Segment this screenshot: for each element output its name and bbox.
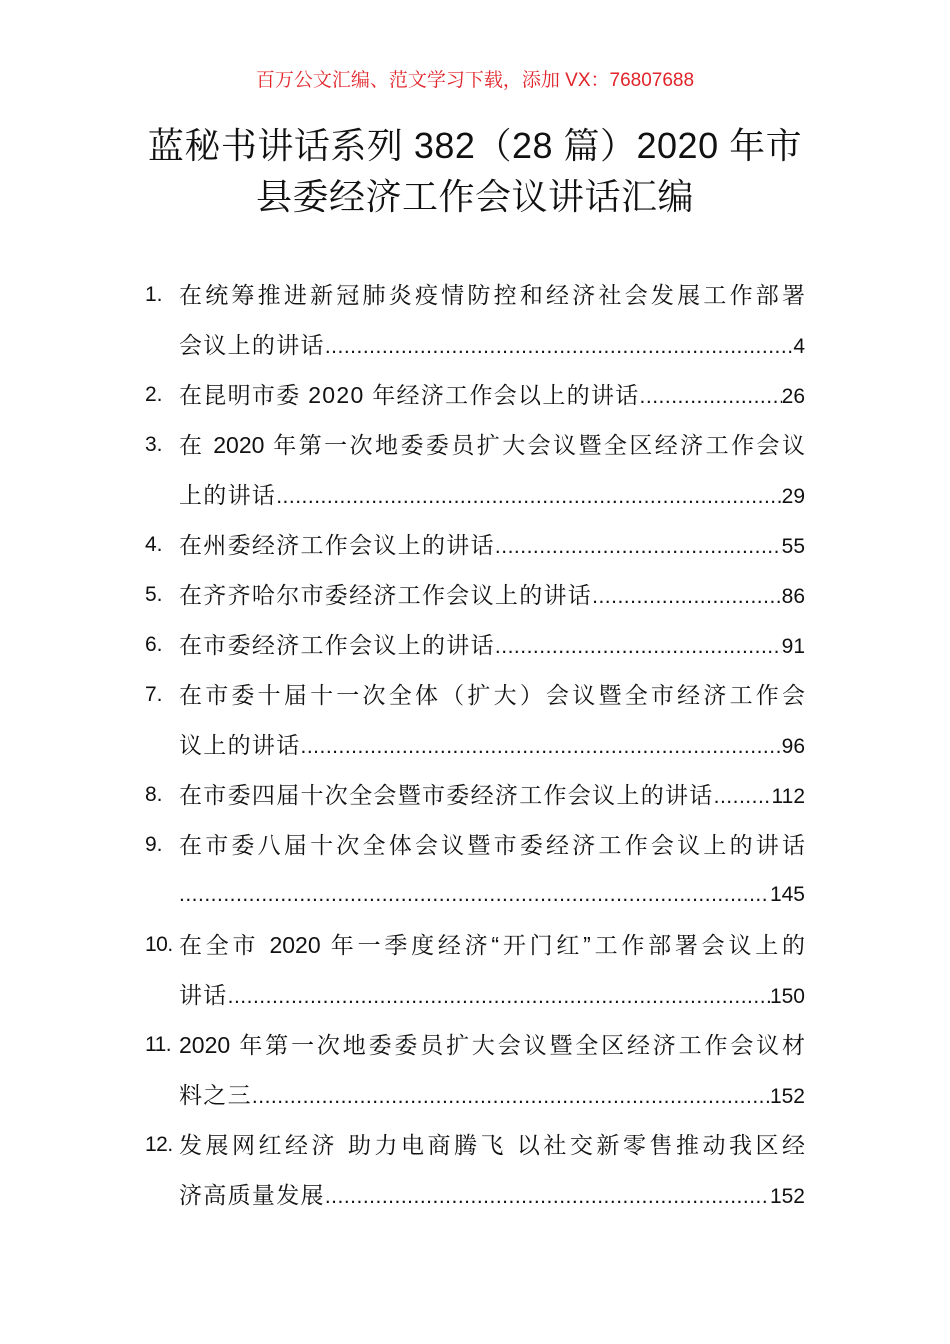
toc-entry-title-line: 料之三 xyxy=(179,1082,252,1108)
dot-leader xyxy=(179,870,770,920)
toc-entry-number: 2. xyxy=(145,383,163,406)
toc-entry-page: 29 xyxy=(781,485,805,508)
dot-leader xyxy=(640,372,782,422)
dot-leader xyxy=(301,722,782,772)
toc-entry-last-line xyxy=(179,770,805,820)
toc-entry[interactable] xyxy=(145,920,805,1020)
toc-entry-title-line: 在市委四届十次全会暨市委经济工作会议上的讲话 xyxy=(179,782,714,808)
toc-entry-last-line xyxy=(179,1070,805,1120)
toc-entry[interactable] xyxy=(145,270,805,370)
toc-entry-last-line xyxy=(179,720,805,770)
toc-entry-page: 55 xyxy=(781,535,805,558)
toc-entry-number: 12. xyxy=(145,1133,173,1156)
toc-entry-title-line: 2020 年第一次地委委员扩大会议暨全区经济工作会议材 xyxy=(179,1032,805,1058)
dot-leader xyxy=(495,622,782,672)
toc-entry[interactable] xyxy=(145,670,805,770)
toc-entry-number: 5. xyxy=(145,583,163,606)
toc-entry-last-line xyxy=(179,570,805,620)
toc-entry-last-line xyxy=(179,370,805,420)
toc-entry-last-line xyxy=(179,620,805,670)
toc-entry-title-line: 在 2020 年第一次地委委员扩大会议暨全区经济工作会议 xyxy=(179,432,805,458)
toc-entry-page: 145 xyxy=(769,883,805,906)
toc-entry[interactable] xyxy=(145,420,805,520)
toc-entry-title-line: 发展网红经济 助力电商腾飞 以社交新零售推动我区经 xyxy=(179,1132,805,1158)
toc-entry[interactable] xyxy=(145,620,805,670)
dot-leader xyxy=(228,972,770,1022)
toc-entry-title-line: 上的讲话 xyxy=(179,482,277,508)
toc-entry-title-line: 在州委经济工作会议上的讲话 xyxy=(179,532,495,558)
download-banner: 百万公文汇编、范文学习下载，添加 VX：76807688 xyxy=(255,70,695,91)
dot-leader xyxy=(252,1072,770,1122)
dot-leader xyxy=(325,1172,770,1222)
toc-entry-last-line xyxy=(179,520,805,570)
toc-entry-title-line: 济高质量发展 xyxy=(179,1182,325,1208)
toc-entry-page: 152 xyxy=(769,1185,805,1208)
toc-entry[interactable] xyxy=(145,770,805,820)
toc-entry-title-line: 议上的讲话 xyxy=(179,732,301,758)
toc-entry-title-line: 在全市 2020 年一季度经济“开门红”工作部署会议上的 xyxy=(179,932,805,958)
toc-entry[interactable] xyxy=(145,520,805,570)
document-title xyxy=(100,120,850,222)
dot-leader xyxy=(592,572,782,622)
toc-entry-number: 11. xyxy=(145,1033,172,1056)
toc-entry-number: 1. xyxy=(145,283,163,306)
toc-entry-number: 8. xyxy=(145,783,163,806)
toc-entry[interactable] xyxy=(145,820,805,920)
toc-entry[interactable] xyxy=(145,570,805,620)
toc-entry-page: 86 xyxy=(781,585,805,608)
toc-entry-page: 4 xyxy=(793,335,805,358)
toc-entry-number: 10. xyxy=(145,933,173,956)
toc-entry-number: 4. xyxy=(145,533,163,556)
toc-entry-last-line xyxy=(179,870,805,920)
dot-leader xyxy=(714,772,772,822)
title-line: 蓝秘书讲话系列 382（28 篇）2020 年市 xyxy=(147,125,803,166)
toc-entry[interactable] xyxy=(145,1020,805,1120)
toc-entry-number: 7. xyxy=(145,683,163,706)
toc-entry-last-line xyxy=(179,1170,805,1220)
toc-entry-page: 150 xyxy=(769,985,805,1008)
toc-entry-page: 91 xyxy=(781,635,805,658)
title-line: 县委经济工作会议讲话汇编 xyxy=(255,176,694,217)
toc-entry-last-line xyxy=(179,470,805,520)
toc-entry-number: 9. xyxy=(145,833,163,856)
toc-entry-number: 3. xyxy=(145,433,163,456)
toc-entry-page: 26 xyxy=(781,385,805,408)
toc-entry-title-line: 讲话 xyxy=(179,982,228,1008)
dot-leader xyxy=(325,322,794,372)
toc-entry-title-line: 在齐齐哈尔市委经济工作会议上的讲话 xyxy=(179,582,593,608)
toc-entry-last-line xyxy=(179,320,805,370)
toc-entry-page: 96 xyxy=(781,735,805,758)
toc-entry[interactable] xyxy=(145,370,805,420)
toc-entry-number: 6. xyxy=(145,633,163,656)
dot-leader xyxy=(495,522,782,572)
table-of-contents xyxy=(145,270,805,1220)
dot-leader xyxy=(276,472,781,522)
toc-entry-title-line: 在市委经济工作会议上的讲话 xyxy=(179,632,495,658)
toc-entry-title-line: 在市委十届十一次全体（扩大）会议暨全市经济工作会 xyxy=(179,682,805,708)
toc-entry-title-line: 会议上的讲话 xyxy=(179,332,325,358)
toc-entry-page: 112 xyxy=(771,785,805,808)
toc-entry-page: 152 xyxy=(769,1085,805,1108)
toc-entry-last-line xyxy=(179,970,805,1020)
toc-entry-title-line: 在昆明市委 2020 年经济工作会以上的讲话 xyxy=(179,382,640,408)
toc-entry[interactable] xyxy=(145,1120,805,1220)
toc-entry-title-line: 在统筹推进新冠肺炎疫情防控和经济社会发展工作部署 xyxy=(179,282,805,308)
toc-entry-title-line: 在市委八届十次全体会议暨市委经济工作会议上的讲话 xyxy=(179,832,805,858)
